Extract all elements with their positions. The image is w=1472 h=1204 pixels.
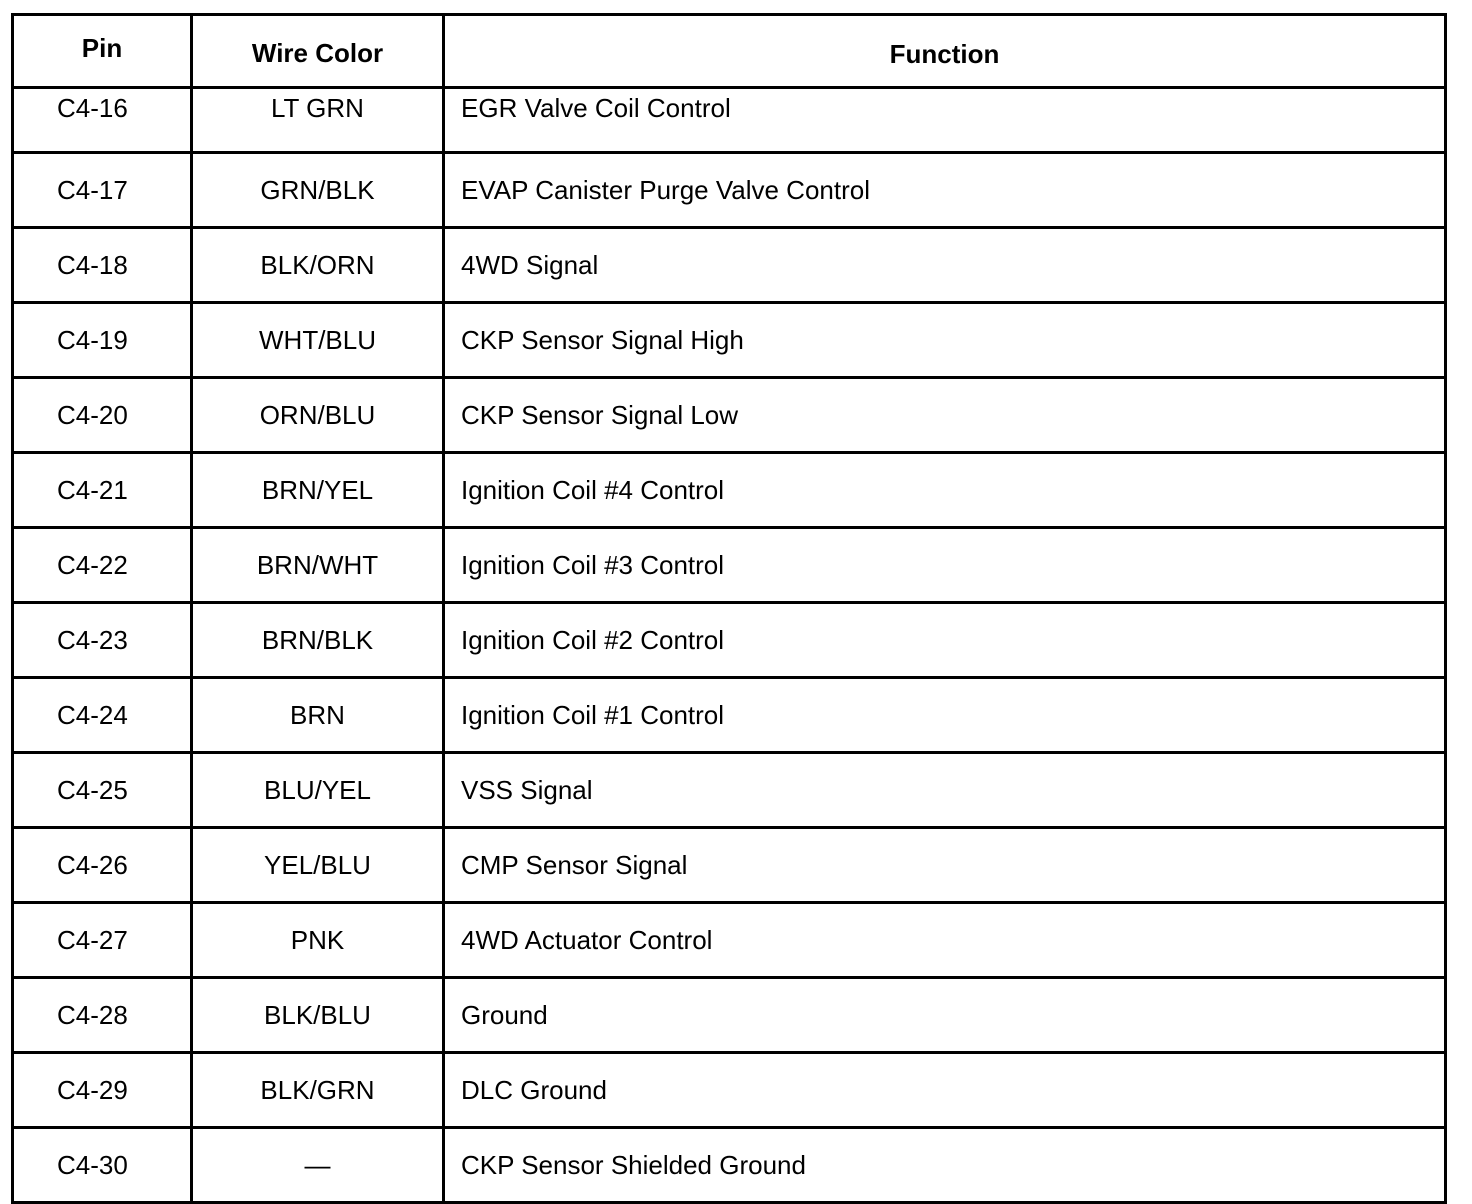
wire-color-cell: —	[192, 1128, 444, 1203]
function-cell: Ignition Coil #3 Control	[444, 528, 1446, 603]
pin-cell: C4-27	[13, 903, 192, 978]
function-cell: Ground	[444, 978, 1446, 1053]
table-row	[13, 828, 1446, 903]
wire-color-cell: BRN	[192, 678, 444, 753]
wire-color-cell: BLK/BLU	[192, 978, 444, 1053]
pin-cell: C4-16	[13, 88, 192, 153]
function-cell: CKP Sensor Shielded Ground	[444, 1128, 1446, 1203]
function-cell: DLC Ground	[444, 1053, 1446, 1128]
function-cell: EVAP Canister Purge Valve Control	[444, 153, 1446, 228]
pin-cell: C4-17	[13, 153, 192, 228]
pin-cell: C4-23	[13, 603, 192, 678]
header-wire-color: Wire Color	[192, 15, 444, 88]
header-row	[13, 15, 1446, 88]
table-row	[13, 1053, 1446, 1128]
pin-cell: C4-22	[13, 528, 192, 603]
table-row	[13, 1128, 1446, 1203]
table-row	[13, 603, 1446, 678]
function-cell: EGR Valve Coil Control	[444, 88, 1446, 153]
table-row	[13, 453, 1446, 528]
pin-cell: C4-28	[13, 978, 192, 1053]
wire-color-cell: PNK	[192, 903, 444, 978]
function-cell: Ignition Coil #1 Control	[444, 678, 1446, 753]
table-row	[13, 978, 1446, 1053]
wire-color-cell: BLK/GRN	[192, 1053, 444, 1128]
function-cell: Ignition Coil #2 Control	[444, 603, 1446, 678]
table-row	[13, 903, 1446, 978]
wire-color-cell: BRN/YEL	[192, 453, 444, 528]
pin-cell: C4-19	[13, 303, 192, 378]
pin-function-table	[11, 13, 1447, 1204]
wire-color-cell: ORN/BLU	[192, 378, 444, 453]
wire-color-cell: GRN/BLK	[192, 153, 444, 228]
table-row	[13, 88, 1446, 153]
function-cell: 4WD Signal	[444, 228, 1446, 303]
table-row	[13, 228, 1446, 303]
pin-cell: C4-24	[13, 678, 192, 753]
function-cell: CMP Sensor Signal	[444, 828, 1446, 903]
pin-cell: C4-30	[13, 1128, 192, 1203]
pin-cell: C4-20	[13, 378, 192, 453]
table-row	[13, 378, 1446, 453]
wire-color-cell: BRN/WHT	[192, 528, 444, 603]
wire-color-cell: BLU/YEL	[192, 753, 444, 828]
header-pin: Pin	[13, 15, 192, 88]
wire-color-cell: BLK/ORN	[192, 228, 444, 303]
wire-color-cell: WHT/BLU	[192, 303, 444, 378]
table-row	[13, 678, 1446, 753]
wire-color-cell: YEL/BLU	[192, 828, 444, 903]
table-row	[13, 153, 1446, 228]
function-cell: Ignition Coil #4 Control	[444, 453, 1446, 528]
pin-cell: C4-21	[13, 453, 192, 528]
pin-cell: C4-29	[13, 1053, 192, 1128]
function-cell: VSS Signal	[444, 753, 1446, 828]
table-row	[13, 528, 1446, 603]
function-cell: CKP Sensor Signal High	[444, 303, 1446, 378]
wire-color-cell: BRN/BLK	[192, 603, 444, 678]
header-function: Function	[444, 15, 1446, 88]
function-cell: 4WD Actuator Control	[444, 903, 1446, 978]
pin-cell: C4-26	[13, 828, 192, 903]
table-row	[13, 753, 1446, 828]
table-row	[13, 303, 1446, 378]
pin-cell: C4-25	[13, 753, 192, 828]
pin-cell: C4-18	[13, 228, 192, 303]
function-cell: CKP Sensor Signal Low	[444, 378, 1446, 453]
wire-color-cell: LT GRN	[192, 88, 444, 153]
